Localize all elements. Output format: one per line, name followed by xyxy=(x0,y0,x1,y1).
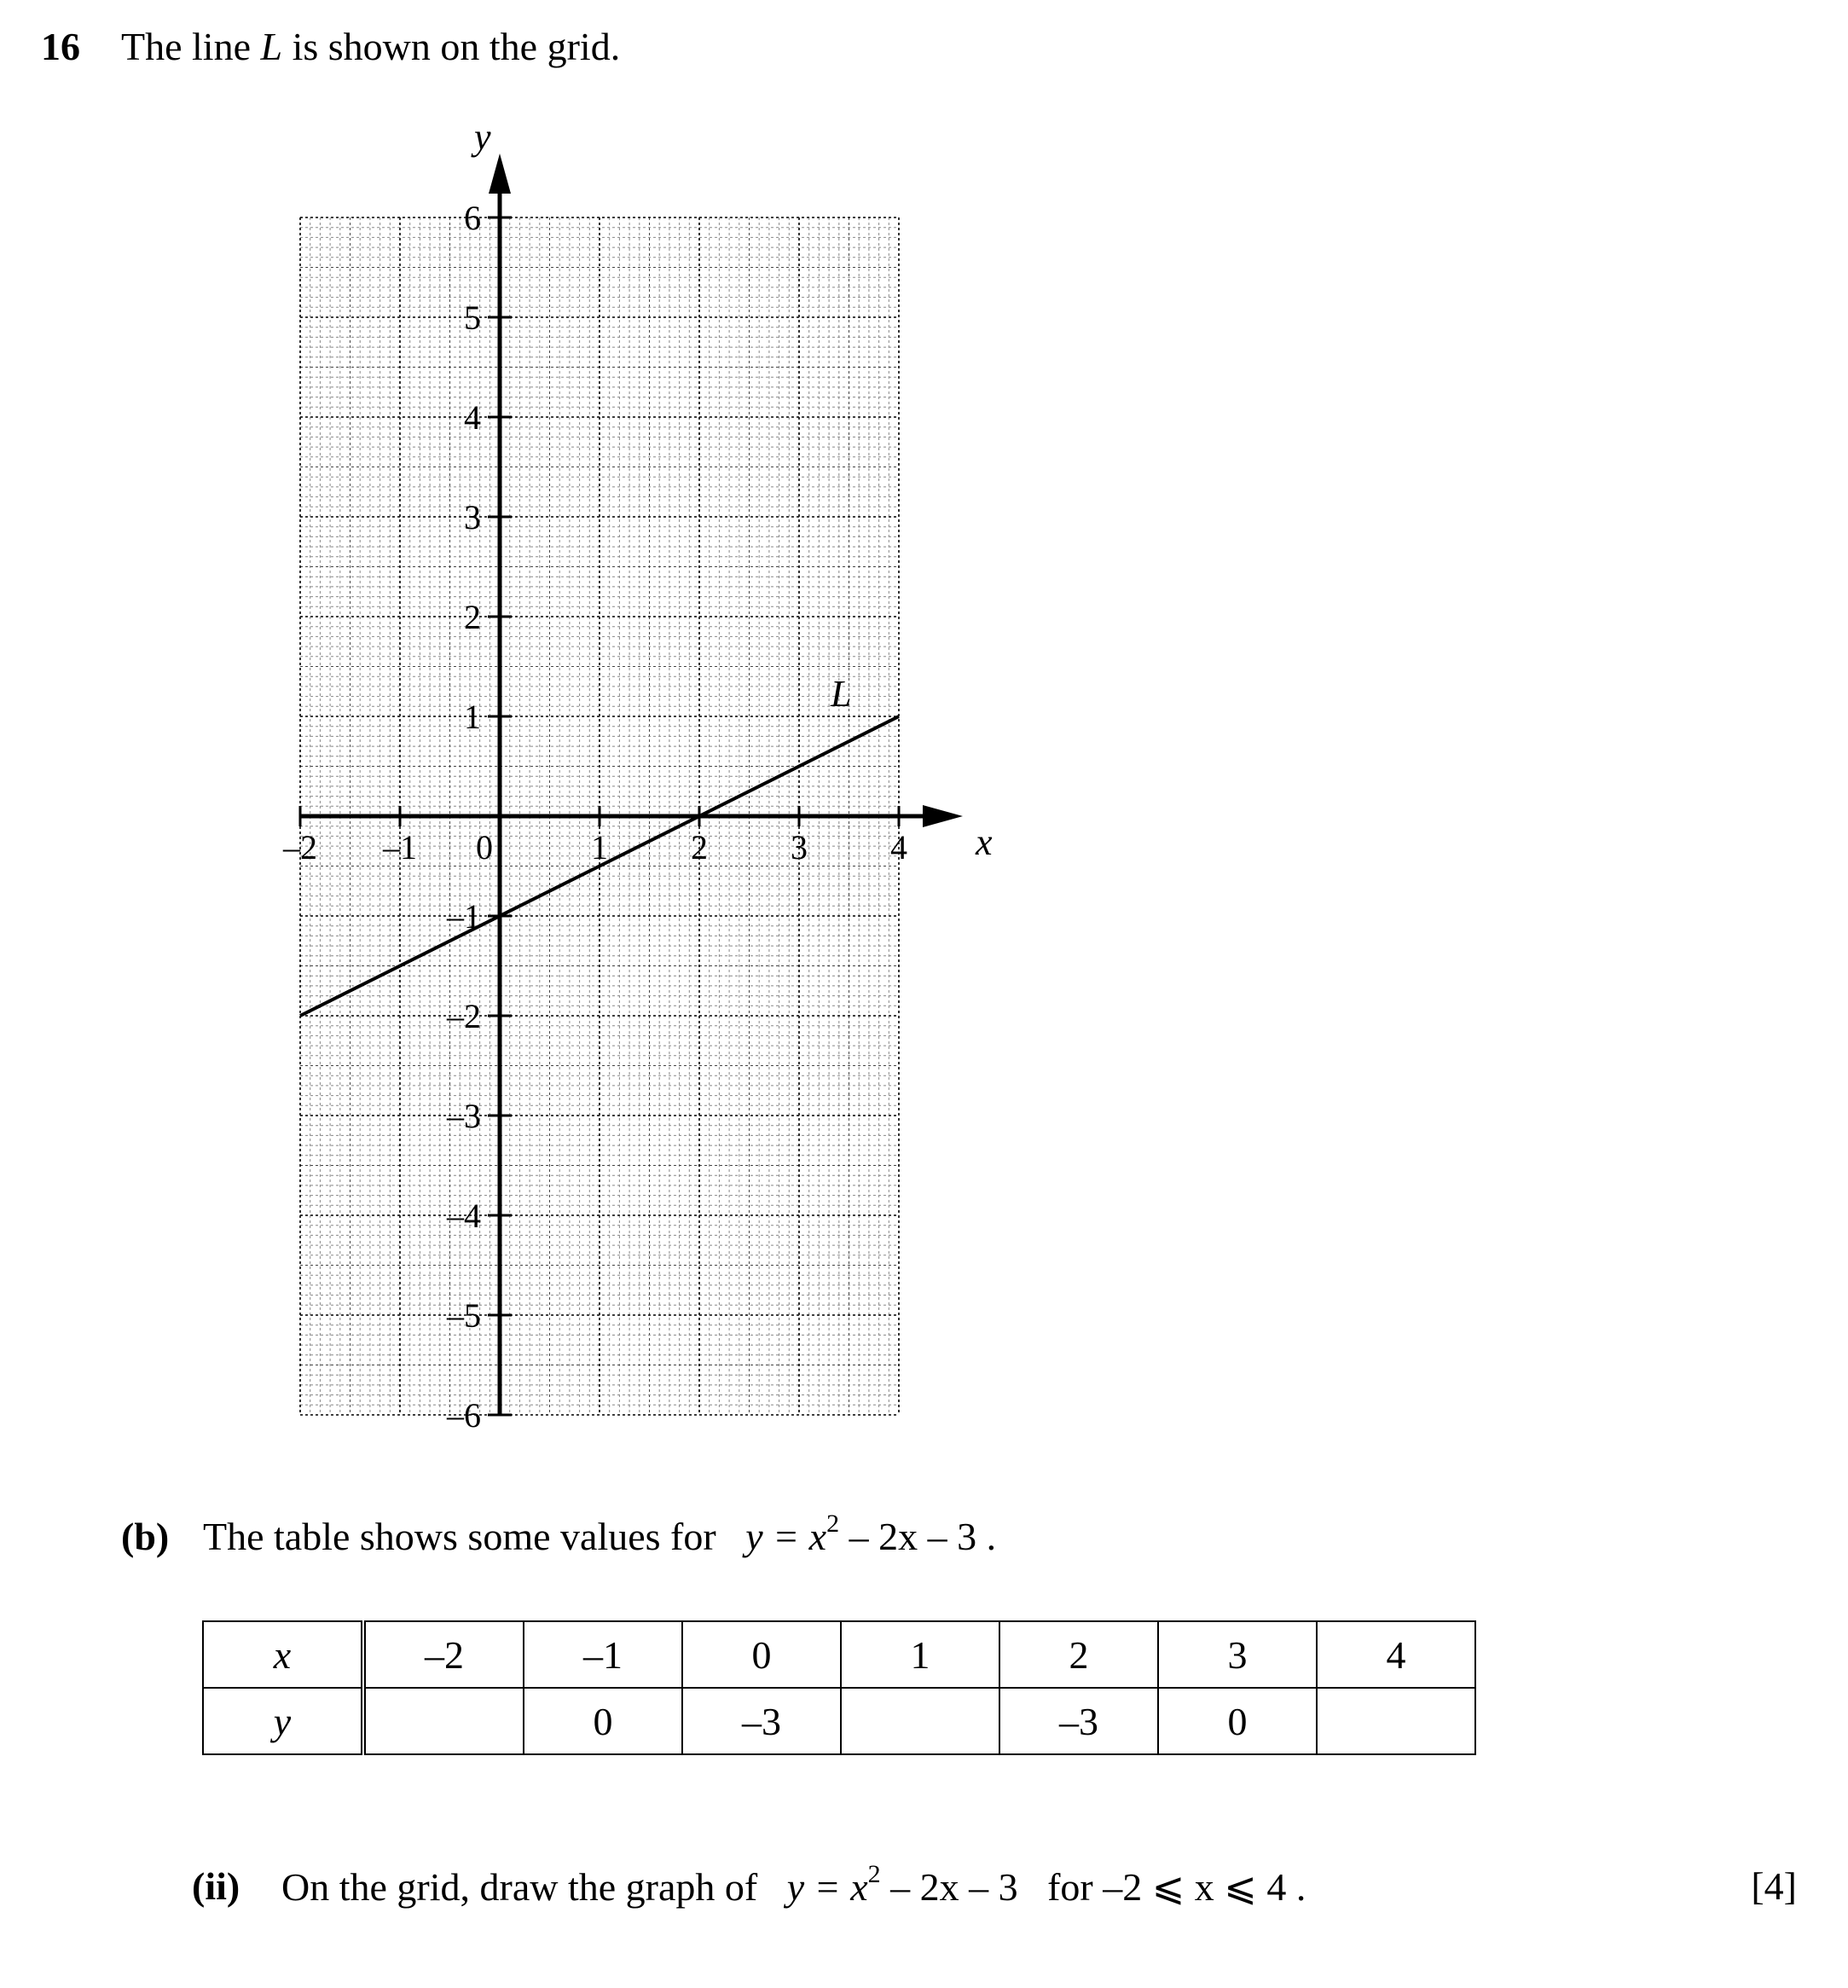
marks-label: [4] xyxy=(1751,1864,1797,1908)
coordinate-grid xyxy=(247,119,1612,1450)
part-ii-range: for –2 ⩽ x ⩽ 4 . xyxy=(1047,1865,1306,1909)
y-tick-label: –6 xyxy=(447,1396,481,1434)
y-axis-arrowhead xyxy=(489,154,511,194)
part-b-sentence: The table shows some values for xyxy=(203,1515,716,1558)
table-cell: 3 xyxy=(1158,1621,1317,1688)
part-ii-sentence: On the grid, draw the graph of xyxy=(281,1865,758,1909)
intro-suffix: is shown on the grid. xyxy=(282,25,621,68)
part-b-text xyxy=(203,1510,997,1559)
table-cell-input[interactable] xyxy=(1317,1688,1475,1754)
y-axis-label: y xyxy=(474,119,491,158)
y-tick-label: 5 xyxy=(464,298,481,337)
x-tick-label: 2 xyxy=(691,828,708,866)
table-cell: 4 xyxy=(1317,1621,1475,1688)
part-ii-label: (ii) xyxy=(192,1864,240,1908)
y-tick-label: 2 xyxy=(464,598,481,636)
table-cell: 0 xyxy=(682,1621,841,1688)
part-b-equation-exponent: 2 xyxy=(826,1510,840,1538)
y-tick-label: –1 xyxy=(447,897,481,936)
x-axis-label: x xyxy=(976,821,993,863)
y-tick-label: 4 xyxy=(464,398,481,437)
table-cell: 0 xyxy=(524,1688,682,1754)
part-ii-equation-lhs: y = x xyxy=(786,1865,868,1909)
table-cell: x xyxy=(203,1621,363,1688)
y-tick-label: –5 xyxy=(447,1296,481,1335)
series-label-L: L xyxy=(831,673,852,715)
part-b-label: (b) xyxy=(121,1515,170,1558)
table-cell-input[interactable] xyxy=(841,1688,999,1754)
table-cell: 1 xyxy=(841,1621,999,1688)
y-tick-label: –3 xyxy=(447,1097,481,1135)
question-number: 16 xyxy=(41,25,80,68)
table-row-x xyxy=(203,1621,1475,1688)
y-tick-label: –2 xyxy=(447,997,481,1035)
y-tick-label: –4 xyxy=(447,1197,481,1235)
x-tick-label: –2 xyxy=(283,828,317,866)
table-row-y xyxy=(203,1688,1475,1754)
table-cell-input[interactable] xyxy=(363,1688,524,1754)
question-intro xyxy=(121,24,620,69)
table-cell: y xyxy=(203,1688,363,1754)
table-cell: –2 xyxy=(363,1621,524,1688)
part-ii-equation-exponent: 2 xyxy=(867,1860,881,1888)
part-ii-equation-rhs: – 2x – 3 xyxy=(880,1865,1018,1909)
y-tick-label: 3 xyxy=(464,498,481,536)
x-axis-arrowhead xyxy=(923,805,963,827)
x-tick-label: 1 xyxy=(591,828,608,866)
x-tick-label: 0 xyxy=(476,828,493,866)
table-cell: 0 xyxy=(1158,1688,1317,1754)
table-cell: –1 xyxy=(524,1621,682,1688)
table-cell: 2 xyxy=(999,1621,1158,1688)
x-tick-label: 3 xyxy=(791,828,808,866)
part-b-equation-lhs: y = x xyxy=(745,1515,827,1558)
values-table xyxy=(202,1620,1476,1755)
table-cell: –3 xyxy=(999,1688,1158,1754)
x-tick-label: –1 xyxy=(383,828,417,866)
part-b-equation-rhs: – 2x – 3 . xyxy=(839,1515,997,1558)
y-tick-label: 1 xyxy=(464,698,481,736)
intro-prefix: The line xyxy=(121,25,261,68)
part-ii-text xyxy=(281,1860,1306,1910)
x-tick-label: 4 xyxy=(890,828,907,866)
y-tick-label: 6 xyxy=(464,199,481,237)
intro-variable: L xyxy=(260,25,283,68)
table-cell: –3 xyxy=(682,1688,841,1754)
